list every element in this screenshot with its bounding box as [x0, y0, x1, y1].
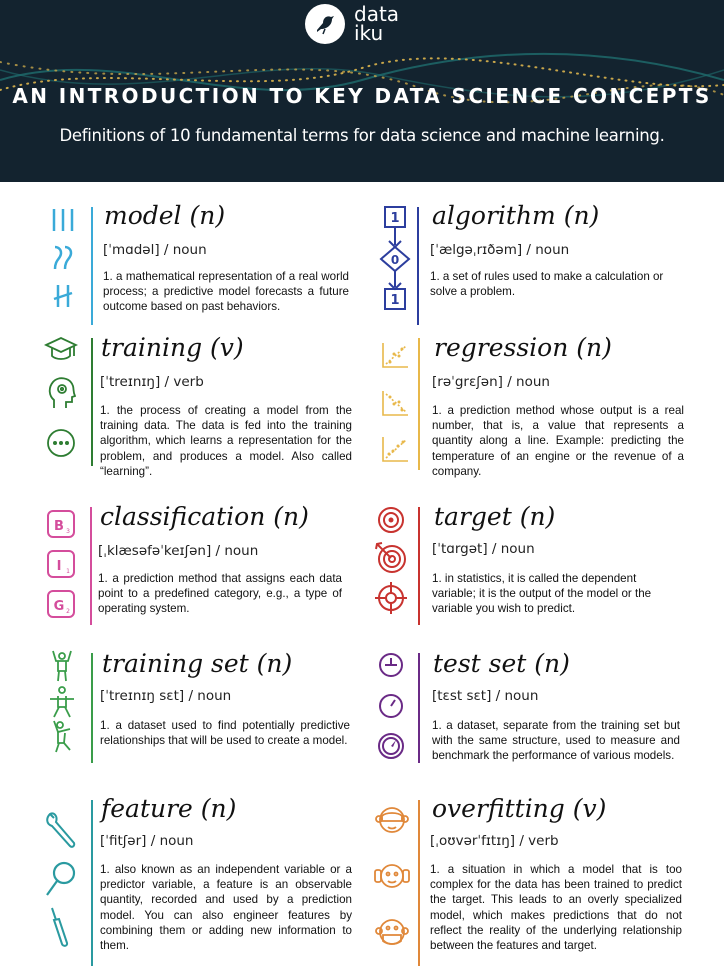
entry-definition: 1. in statistics, it is called the dependent variable; it is the output of the model or the variable you wish to predict.	[432, 572, 652, 616]
entry-term: training set (n)	[102, 649, 293, 678]
person-arms-up-icon	[50, 649, 74, 688]
bullseye-icon	[376, 505, 406, 540]
entry-feature	[0, 788, 362, 968]
approximately-equal-icon	[52, 243, 74, 278]
entry-model	[0, 195, 362, 325]
entry-term: target (n)	[434, 502, 556, 531]
bird-icon	[305, 4, 345, 44]
entry-divider	[417, 207, 419, 325]
entry-pronunciation: [ˈmɑdəl] / noun	[103, 242, 207, 258]
monkey-speak-icon	[374, 914, 410, 955]
logo-line2: iku	[354, 21, 384, 45]
head-gear-icon	[46, 376, 76, 415]
wave-decoration	[0, 40, 724, 120]
page-subtitle: Definitions of 10 fundamental terms for data science and machine learning.	[59, 126, 665, 145]
tile-b-icon	[46, 509, 76, 544]
entry-pronunciation: [ˈtɑrgət] / noun	[432, 541, 535, 557]
tile-sub: 2	[66, 608, 70, 615]
entry-term: overfitting (v)	[432, 794, 607, 823]
entry-definition: 1. a prediction method that assigns each data point to a predefined category, e.g., a type of operating system.	[98, 572, 342, 616]
tile-letter: B	[54, 519, 64, 534]
entry-term: test set (n)	[433, 649, 570, 678]
entry-divider	[418, 507, 420, 625]
entry-divider	[91, 653, 93, 763]
flow-label: 0	[390, 253, 400, 267]
entry-term: model (n)	[104, 201, 226, 230]
person-stretch-icon	[50, 719, 76, 758]
entry-definition: 1. the process of creating a model from the training data. The data is fed into the training algorithm, which learns a representation for the problem, and produces a model. Also called “learning”.	[100, 404, 352, 478]
bullseye-arrow-icon	[374, 541, 408, 580]
gauge-icon	[376, 691, 406, 726]
entry-pronunciation: [ˈtreɪnɪŋ] / verb	[100, 374, 204, 390]
screwdriver-icon	[44, 906, 78, 953]
chat-dots-icon	[46, 428, 76, 463]
tile-letter: I	[56, 559, 62, 574]
magnifier-icon	[44, 860, 78, 905]
tile-letter: G	[53, 599, 65, 614]
flowchart-icon	[378, 205, 412, 316]
graduation-cap-icon	[44, 336, 78, 369]
entry-term: regression (n)	[434, 333, 612, 362]
entry-definition: 1. a prediction method whose output is a real number, that is, a value that represents a quantity along a line. Example: predicting the temperature of an engine or the revenue of a company.	[432, 404, 684, 478]
entry-regression	[362, 328, 724, 478]
monkey-see-icon	[374, 802, 410, 843]
equals-icon	[52, 205, 74, 240]
entry-divider	[418, 800, 420, 966]
scatter-down-icon	[380, 388, 410, 423]
entry-overfitting	[362, 788, 724, 968]
speedometer-icon	[376, 731, 406, 766]
logo-line1: data	[354, 2, 400, 26]
tile-i-icon	[46, 549, 76, 584]
page-title: AN INTRODUCTION TO KEY DATA SCIENCE CONCEPTS	[12, 84, 712, 108]
entry-pronunciation: [rəˈgrɛʃən] / noun	[432, 374, 550, 390]
entry-divider	[90, 507, 92, 625]
entry-divider	[91, 338, 93, 466]
tile-g-icon	[46, 589, 76, 624]
entry-term: classification (n)	[100, 502, 309, 531]
entry-training	[0, 328, 362, 478]
entry-divider	[91, 207, 93, 325]
entry-definition: 1. a dataset, separate from the training set but with the same structure, used to measure and benchmark the performance of various models.	[432, 719, 680, 763]
entry-divider	[418, 653, 420, 763]
entry-classification	[0, 497, 362, 627]
entry-definition: 1. a mathematical representation of a real world process; a predictive model forecasts a future outcome based on past behaviors.	[103, 270, 349, 314]
entry-algorithm	[362, 195, 724, 325]
flow-label: 1	[390, 293, 400, 308]
scatter-up-icon	[380, 434, 410, 469]
not-equal-icon	[52, 281, 74, 316]
scatter-up-icon	[380, 340, 410, 375]
entry-term: algorithm (n)	[432, 201, 600, 230]
entry-training-set	[0, 643, 362, 773]
stopwatch-icon	[376, 649, 406, 684]
entry-definition: 1. a set of rules used to make a calculation or solve a problem.	[430, 270, 664, 299]
entry-target	[362, 497, 724, 627]
entry-definition: 1. a dataset used to find potentially predictive relationships that will be used to create a model.	[100, 719, 350, 748]
crosshair-icon	[374, 581, 408, 620]
entry-pronunciation: [ˌoʊvərˈfɪtɪŋ] / verb	[430, 833, 559, 849]
entry-definition: 1. a situation in which a model that is too complex for the data has been trained to predict the target. This leads to an overly specialized model, which makes predictions that do not reflect the reality of the underlying relationship between the features and target.	[430, 863, 682, 953]
header-banner	[0, 0, 724, 182]
entry-term: training (v)	[101, 333, 244, 362]
entry-test-set	[362, 643, 724, 773]
entry-term: feature (n)	[101, 794, 237, 823]
wrench-icon	[44, 810, 78, 855]
dataiku-logo	[305, 4, 399, 44]
tile-sub: 3	[66, 528, 70, 535]
entry-pronunciation: [tɛst sɛt] / noun	[432, 688, 539, 704]
tile-sub: 1	[66, 568, 70, 575]
monkey-hear-icon	[374, 858, 410, 899]
flow-label: 1	[390, 211, 400, 226]
entry-pronunciation: [ˈfitʃər] / noun	[100, 833, 194, 849]
entry-definition: 1. also known as an independent variable or a predictor variable, a feature is an observable quantity, recorded and used by a prediction model. You can also engineer features by combining them or adding new information to them.	[100, 863, 352, 953]
entry-divider	[91, 800, 93, 966]
entry-pronunciation: [ˌklæsəfəˈkeɪʃən] / noun	[98, 543, 259, 559]
entry-divider	[418, 338, 420, 470]
logo-wordmark	[354, 2, 400, 45]
entry-pronunciation: [ˈælgəˌrɪðəm] / noun	[430, 242, 570, 258]
entry-pronunciation: [ˈtreɪnɪŋ sɛt] / noun	[100, 688, 232, 704]
